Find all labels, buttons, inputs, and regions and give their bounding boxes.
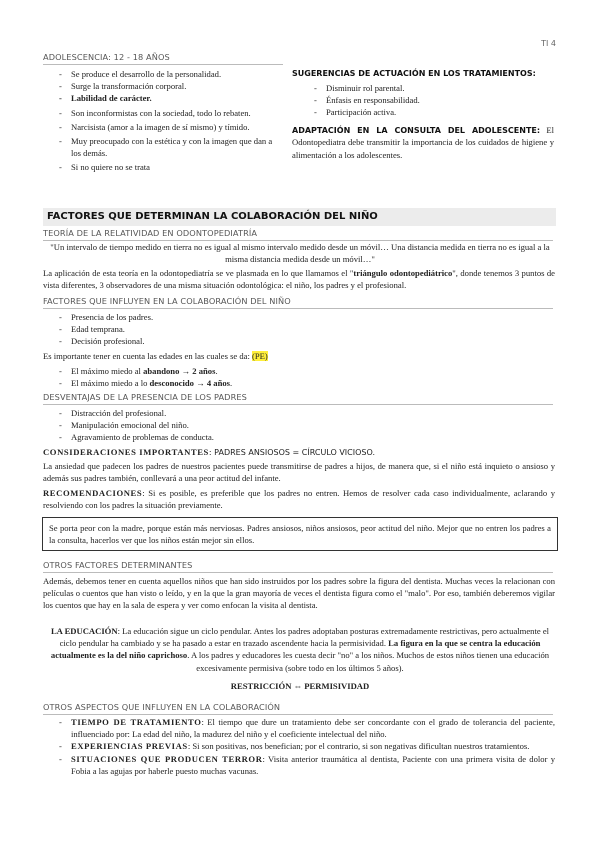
list-item: - Muy preocupado con la estética y con la imagen que dan a los demás. <box>45 135 275 159</box>
text: Es importante tener en cuenta las edades en las cuales se da: <box>43 351 253 361</box>
pe-tag: (PE) <box>252 351 268 361</box>
page-number: TI 4 <box>541 39 556 48</box>
list-item: - Presencia de los padres. <box>45 311 345 323</box>
relativity-heading: TEORÍA DE LA RELATIVIDAD EN ODONTOPEDIATRÍA <box>43 228 553 241</box>
disadvantages-heading: DESVENTAJAS DE LA PRESENCIA DE LOS PADRES <box>43 392 553 405</box>
suggestions-heading: SUGERENCIAS DE ACTUACIÓN EN LOS TRATAMIENTOS: <box>292 69 536 78</box>
list-item: - Narcisista (amor a la imagen de sí mismo) y tímido. <box>45 121 275 133</box>
triangle-term: triángulo odontopediátrico <box>353 268 453 278</box>
considerations-label: CONSIDERACIONES IMPORTANTES <box>43 447 209 457</box>
text: . A los padres y educadores les cuesta decir "no" a los niños. Muchos de estos niños tienen una educación excesivamente permisiva (sobre todo en los últimos 5 años). <box>187 650 550 673</box>
other-factors-heading: OTROS FACTORES DETERMINANTES <box>43 560 553 573</box>
suggestions-list <box>300 82 550 119</box>
list-item: - Participación activa. <box>300 106 550 118</box>
adolescence-list <box>45 68 275 174</box>
relativity-quote: "Un intervalo de tiempo medido en tierra no es igual al mismo intervalo medido desde un móvil… Una distancia medida en tierra no es igual a la misma distancia medida desde un móvil…" <box>50 242 550 265</box>
aspects-heading: OTROS ASPECTOS QUE INFLUYEN EN LA COLABORACIÓN <box>43 702 553 715</box>
list-item: - Manipulación emocional del niño. <box>45 419 345 431</box>
list-item: - El máximo miedo a lo desconocido → 4 años. <box>45 377 345 389</box>
influence-list <box>45 311 345 348</box>
relativity-paragraph <box>43 267 555 291</box>
adaptation-label: ADAPTACIÓN EN LA CONSULTA DEL ADOLESCENTE: <box>292 126 541 135</box>
education-bold: La figura en la que se centra la educación actualmente es la del niño caprichoso <box>50 638 541 661</box>
recommendations-paragraph <box>43 487 555 511</box>
note-box: Se porta peor con la madre, porque están más nerviosas. Padres ansiosos, niños ansiosos, peor actitud del niño. Mejor que no entren los padres a la consulta, hacerlos ver que los niños están mejor sin ellos. <box>42 517 558 551</box>
text: La aplicación de esta teoría en la odontopediatría se ve plasmada en lo que llamamos el " <box>43 268 354 278</box>
list-item: - TIEMPO DE TRATAMIENTO: El tiempo que dure un tratamiento debe ser concordante con el grado de tolerancia del paciente, influenciado por: La edad del niño, la madurez del niño y el coeficiente intelectual del niño. <box>45 716 555 740</box>
other-factors-paragraph: Además, debemos tener en cuenta aquellos niños que han sido instruidos por los padres sobre la figura del dentista. Muchas veces la relacionan con películas o cuentos que han visto o leído, y en la que la gran mayoría de veces el dentista figura como el "malo". Por eso, también deberemos vigilar los cuentos que hay en la sala de espera y ver como enfocan la visita al dentista. <box>43 576 555 611</box>
considerations-text: : PADRES ANSIOSOS = CÍRCULO VICIOSO. <box>208 448 375 457</box>
text: ", donde tenemos 3 puntos de vista diferentes, 3 observadores de una misma situación odontológica: el niño, los padres y el profesional. <box>43 268 555 291</box>
list-item: - Decisión profesional. <box>45 335 345 347</box>
adolescence-heading: ADOLESCENCIA: 12 - 18 AÑOS <box>43 52 283 65</box>
list-item: - Disminuir rol parental. <box>300 82 550 94</box>
list-item: - Labilidad de carácter. <box>45 92 275 104</box>
list-item: - Son inconformistas con la sociedad, todo lo rebaten. <box>45 107 275 119</box>
fear-list <box>45 365 345 389</box>
ages-line <box>43 350 553 362</box>
education-paragraph <box>46 625 554 674</box>
list-item: - EXPERIENCIAS PREVIAS: Si son positivas, nos benefician; por el contrario, si son negativas dificultan nuestros tratamientos. <box>45 740 555 752</box>
text: : La educación sigue un ciclo pendular. Antes los padres adoptaban posturas extremadamente restrictivas, pero actualmente el ciclo pendular ha cambiado y se ha pasado a estar en trazado ascendente hacia la permisividad. <box>59 626 550 649</box>
list-item: - Si no quiere no se trata <box>45 161 275 173</box>
adaptation-paragraph <box>292 124 554 161</box>
influence-heading: FACTORES QUE INFLUYEN EN LA COLABORACIÓN DEL NIÑO <box>43 296 553 309</box>
list-item: - Distracción del profesional. <box>45 407 345 419</box>
aspects-list <box>45 716 555 777</box>
restriction-permissiveness: RESTRICCIÓN ⇔ PERMISIVIDAD <box>230 681 370 691</box>
list-item: - Edad temprana. <box>45 323 345 335</box>
list-item: - Énfasis en responsabilidad. <box>300 94 550 106</box>
considerations-line <box>43 446 553 458</box>
list-item: - Se produce el desarrollo de la personalidad. <box>45 68 275 80</box>
list-item: - SITUACIONES QUE PRODUCEN TERROR: Visita anterior traumática al dentista, Paciente con una primera visita de dolor y Fobia a las agujas por haberle puesto muchas vacunas. <box>45 753 555 777</box>
disadvantages-list <box>45 407 345 444</box>
list-item: - Surge la transformación corporal. <box>45 80 275 92</box>
adaptation-text: El Odontopediatra debe transmitir la importancia de los cuidados de higiene y alimentación a los adolescentes. <box>292 125 554 160</box>
list-item: - Agravamiento de problemas de conducta. <box>45 431 345 443</box>
factors-title: FACTORES QUE DETERMINAN LA COLABORACIÓN DEL NIÑO <box>43 208 556 226</box>
list-item: - El máximo miedo al abandono → 2 años. <box>45 365 345 377</box>
text: : Si es posible, es preferible que los padres no entren. Hemos de resolver cada caso individualmente, aclarando y resolviendo con los padres la situación previamente. <box>43 488 555 511</box>
recommendations-label: RECOMENDACIONES <box>43 488 143 498</box>
education-label: LA EDUCACIÓN <box>50 626 118 636</box>
anxiety-paragraph: La ansiedad que padecen los padres de nuestros pacientes puede transmitirse de padres a hijos, de manera que, si el niño está inquieto o ansioso y además sus padres también, conllevará a una peor actitud del infante. <box>43 461 555 484</box>
